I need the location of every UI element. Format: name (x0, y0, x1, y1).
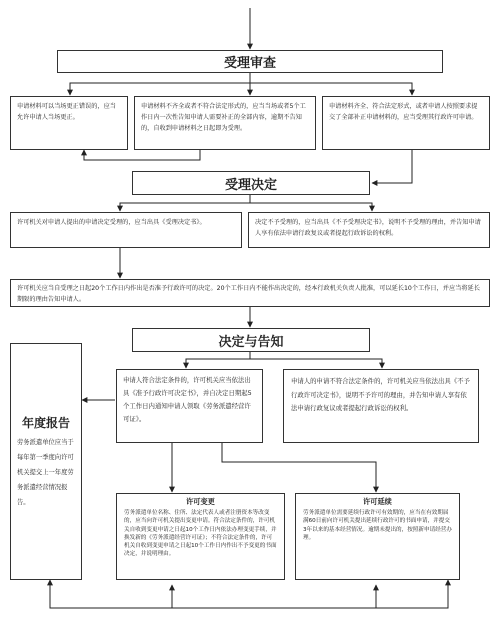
complete-materials-box (322, 96, 490, 150)
stage-acceptance-review-title (57, 50, 443, 73)
approval-decision-text: 申请人符合法定条件的，许可机关应当依法出具《准予行政许可决定书》，并自决定日期起5个工作日内通知申请人领取《劳务派遣经营许可证》。 (123, 376, 252, 423)
license-change-title: 许可变更 (186, 497, 215, 506)
complete-materials-text: 申请材料齐全、符合法定形式，或者申请人按照要求提交了全部补正申请材料的，应当受理其行政许可申请。 (329, 103, 478, 121)
license-extension-title: 许可延续 (363, 497, 392, 506)
license-extension-box (295, 493, 460, 580)
correction-on-site-text: 申请材料可以当场更正错误的，应当允许申请人当场更正。 (17, 103, 116, 121)
reject-decision-box (248, 212, 490, 248)
correction-on-site-box (10, 96, 128, 150)
license-change-text: 劳务派遣单位名称、住所、法定代表人或者注册资本等改变的，应当向许可机关提出变更申请。符合法定条件的，许可机关自收到变更申请之日起10个工作日内依法办理变更手续，并换发新的《劳务派遣经营许可证》；不符合法定条件的，许可机关自收到变更申请之日起10个工作日内作出不予变更的书面决定，并说明理由。 (124, 510, 277, 558)
denial-decision-text: 申请人的申请不符合法定条件的，许可机关应当依法出具《不予行政许可决定书》，说明不予许可的理由，并告知申请人享有依法申请行政复议或者提起行政诉讼的权利。 (291, 377, 470, 412)
annual-report-text: 劳务派遣单位应当于每年第一季度向许可机关提交上一年度劳务派遣经营情况报告。 (17, 438, 74, 506)
denial-decision-box (283, 369, 479, 443)
accept-decision-box (10, 212, 242, 248)
stage-acceptance-review-label: 受理审查 (223, 56, 276, 71)
annual-report-title: 年度报告 (21, 415, 70, 430)
reject-decision-text: 决定不予受理的，应当出具《不予受理决定书》，说明不予受理的理由，并告知申请人享有依法申请行政复议或者提起行政诉讼的权利。 (255, 219, 481, 237)
stage-acceptance-decision-title (132, 171, 370, 195)
incomplete-materials-box (134, 96, 316, 150)
incomplete-materials-text: 申请材料不齐全或者不符合法定形式的，应当当场或者5个工作日内一次性告知申请人需要补正的全部内容，逾期不告知的，自收到申请材料之日起即为受理。 (141, 103, 306, 132)
license-extension-text: 劳务派遣单位需要延续行政许可有效期的，应当在有效期届满60日前向许可机关提出延续行政许可的书面申请，并提交3年以来的基本经营情况。逾期未提出的，按照新申请经营办理。 (303, 510, 452, 541)
processing-deadline-text: 许可机关应当自受理之日起20个工作日内作出是否准予行政许可的决定。20个工作日内不能作出决定的，经本行政机关负责人批准，可以延长10个工作日，并应当将延长期限的理由告知申请人。 (17, 285, 480, 303)
stage-decision-notice-label: 决定与告知 (218, 334, 284, 350)
accept-decision-text: 许可机关对申请人提出的申请决定受理的，应当出具《受理决定书》。 (17, 219, 206, 226)
stage-decision-notice-title (132, 328, 370, 352)
stage-acceptance-decision-label: 受理决定 (224, 177, 277, 193)
approval-decision-box (116, 369, 263, 443)
annual-report-box (10, 343, 82, 580)
processing-deadline-box (10, 279, 490, 307)
license-change-box (116, 493, 285, 580)
